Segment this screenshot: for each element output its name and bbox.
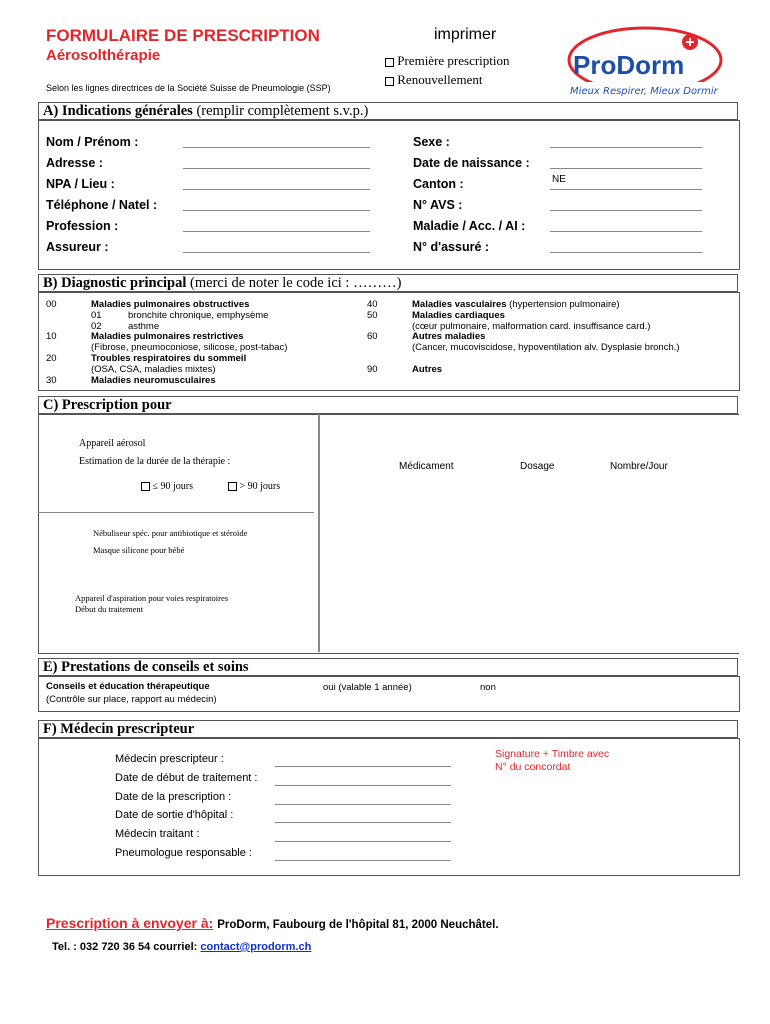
duration-option-short[interactable] (141, 481, 193, 492)
section-c-title (38, 396, 738, 414)
input-profession[interactable] (183, 231, 370, 232)
field-label-address: Adresse : (46, 156, 103, 170)
form-subtitle: Aérosolthérapie (46, 47, 161, 64)
diagnostic-code: 00 (46, 299, 57, 310)
diagnostic-code: 60 (367, 331, 378, 343)
counseling-note: (Contrôle sur place, rapport au médecin) (46, 694, 217, 705)
field-label-profession: Profession : (46, 219, 119, 233)
section-a-heading: A) Indications générales (43, 103, 193, 119)
diagnostic-code: 90 (367, 363, 378, 375)
signature-label: Signature + Timbre avec (495, 748, 610, 760)
label-pneumologist: Pneumologue responsable : (115, 847, 252, 859)
mask-label: Masque silicone pour bébé (93, 545, 185, 555)
counseling-yes-option[interactable]: oui (valable 1 année) (323, 682, 412, 693)
input-phone[interactable] (183, 210, 370, 211)
input-avs[interactable] (550, 210, 702, 211)
section-c-divider (318, 414, 320, 652)
section-e-title (38, 658, 738, 676)
send-to-line (46, 915, 499, 931)
diagnostic-text: Maladies neuromusculaires (91, 374, 216, 386)
input-birthdate[interactable] (550, 168, 702, 169)
first-prescription-label: Première prescription (397, 53, 510, 68)
section-b-note: (merci de noter le code ici : ………) (190, 275, 402, 291)
duration-short-label: ≤ 90 jours (152, 481, 193, 492)
print-button[interactable]: imprimer (434, 26, 497, 43)
input-npa[interactable] (183, 189, 370, 190)
input-insured-number[interactable] (550, 252, 702, 253)
first-prescription-option[interactable] (385, 53, 510, 69)
guideline-text: Selon les lignes directrices de la Société Suisse de Pneumologie (SSP) (46, 83, 331, 93)
field-label-insured-number: N° d'assuré : (413, 240, 490, 254)
diagnostic-text: (cœur pulmonaire, malformation card. insuffisance card.) (412, 320, 651, 332)
canton-value: NE (552, 174, 566, 185)
diagnostic-code: 40 (367, 299, 378, 310)
section-c-separator (38, 512, 314, 513)
label-treating-doctor: Médecin traitant : (115, 828, 200, 840)
input-treating-doctor[interactable] (275, 841, 451, 842)
section-c-heading: C) Prescription pour (43, 397, 172, 413)
diagnostic-text: Autres (412, 363, 443, 375)
contact-email-link[interactable]: contact@prodorm.ch (200, 941, 312, 953)
label-treatment-start-date: Date de début de traitement : (115, 772, 258, 784)
column-per-day: Nombre/Jour (610, 461, 668, 472)
form-title: FORMULAIRE DE PRESCRIPTION (46, 26, 320, 45)
duration-label: Estimation de la durée de la thérapie : (79, 456, 231, 467)
diagnostic-text: Maladies pulmonaires obstructives (91, 299, 250, 310)
section-b-title (38, 274, 738, 292)
renewal-checkbox[interactable] (385, 77, 394, 86)
section-a-note: (remplir complètement s.v.p.) (196, 103, 369, 119)
diagnostic-text: (OSA, CSA, maladies mixtes) (91, 363, 216, 375)
column-dosage: Dosage (520, 461, 555, 472)
counseling-no-option[interactable]: non (480, 682, 496, 693)
input-name[interactable] (183, 147, 370, 148)
input-insurer[interactable] (183, 252, 370, 253)
column-medication: Médicament (399, 461, 454, 472)
field-label-insurer: Assureur : (46, 240, 109, 254)
diagnostic-text: Autres maladies (412, 331, 486, 343)
treatment-start-label: Début du traitement (75, 604, 143, 614)
section-a-body (38, 120, 740, 270)
diagnostic-text: Maladies cardiaques (412, 309, 505, 321)
field-label-canton: Canton : (413, 177, 464, 191)
input-sex[interactable] (550, 147, 702, 148)
diagnostic-code: 10 (46, 331, 57, 343)
renewal-label: Renouvellement (397, 72, 483, 87)
section-b-heading: B) Diagnostic principal (43, 275, 187, 291)
counseling-label: Conseils et éducation thérapeutique (46, 681, 210, 692)
input-pneumologist[interactable] (275, 860, 451, 861)
input-prescribing-doctor[interactable] (275, 766, 451, 767)
section-e-heading: E) Prestations de conseils et soins (43, 659, 249, 675)
input-illness[interactable] (550, 231, 702, 232)
aspiration-label: Appareil d'aspiration pour voies respiratoires (75, 593, 229, 603)
input-treatment-start-date[interactable] (275, 785, 451, 786)
field-label-birthdate: Date de naissance : (413, 156, 530, 170)
contact-line (52, 941, 311, 953)
section-f-title (38, 720, 738, 738)
field-label-illness: Maladie / Acc. / AI : (413, 219, 526, 233)
label-hospital-discharge-date: Date de sortie d'hôpital : (115, 809, 234, 821)
prodorm-logo (565, 22, 730, 102)
signature-label-2: N° du concordat (495, 761, 571, 773)
diagnostic-text: Troubles respiratoires du sommeil (91, 353, 247, 364)
contact-phone: Tel. : 032 720 36 54 courriel: (52, 941, 198, 953)
diagnostic-text: Maladies pulmonaires restrictives (91, 331, 244, 343)
label-prescribing-doctor: Médecin prescripteur : (115, 753, 224, 765)
diagnostic-text: Maladies vasculaires (hypertension pulmonaire) (412, 299, 620, 310)
field-label-avs: N° AVS : (413, 198, 463, 212)
diagnostic-text: 02 asthme (91, 320, 160, 332)
input-hospital-discharge-date[interactable] (275, 822, 451, 823)
duration-option-long[interactable] (228, 481, 280, 492)
diagnostic-text: (Cancer, mucoviscidose, hypoventilation alv. Dysplasie bronch.) (412, 342, 680, 354)
input-canton[interactable] (550, 189, 702, 190)
nebulizer-label: Nébuliseur spéc. pour antibiotique et stéroïde (93, 528, 248, 538)
aerosol-device-label: Appareil aérosol (79, 438, 146, 449)
send-to-address: ProDorm, Faubourg de l'hôpital 81, 2000 Neuchâtel. (217, 919, 499, 931)
section-a-title (38, 102, 738, 120)
duration-short-checkbox[interactable] (141, 482, 150, 491)
diagnostic-text: (Fibrose, pneumoconiose, silicose, post-tabac) (91, 342, 288, 354)
diagnostic-text: 01 bronchite chronique, emphysème (91, 309, 269, 321)
duration-long-checkbox[interactable] (228, 482, 237, 491)
logo-brand: ProDorm (573, 50, 685, 80)
input-prescription-date[interactable] (275, 804, 451, 805)
field-label-sex: Sexe : (413, 135, 450, 149)
section-f-heading: F) Médecin prescripteur (43, 721, 195, 737)
field-label-name: Nom / Prénom : (46, 135, 139, 149)
logo-tagline: Mieux Respirer, Mieux Dormir (570, 86, 718, 97)
send-to-label: Prescription à envoyer à: (46, 915, 214, 931)
field-label-npa: NPA / Lieu : (46, 177, 115, 191)
input-address[interactable] (183, 168, 370, 169)
first-prescription-checkbox[interactable] (385, 58, 394, 67)
diagnostic-code: 20 (46, 353, 57, 364)
diagnostic-code: 30 (46, 374, 57, 386)
renewal-option[interactable] (385, 72, 482, 88)
field-label-phone: Téléphone / Natel : (46, 198, 158, 212)
duration-long-label: > 90 jours (239, 481, 281, 492)
diagnostic-code: 50 (367, 309, 378, 321)
label-prescription-date: Date de la prescription : (115, 791, 232, 803)
